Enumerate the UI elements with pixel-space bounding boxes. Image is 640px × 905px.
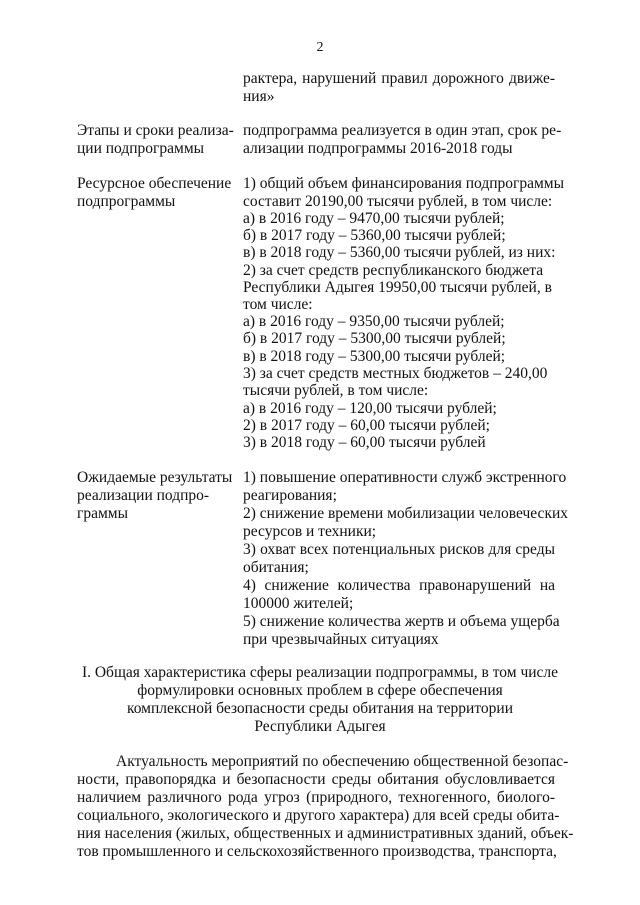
paragraph-line: ности, правопорядка и безопасности среды обитания обусловливается [77, 771, 555, 788]
paragraph-line: наличием различного рода угроз (природного, техногенного, биолого- [77, 789, 555, 806]
passport-value-line: том числе: [243, 296, 313, 313]
passport-value-line: ния» [243, 88, 275, 105]
passport-label-line: Ожидаемые результаты [77, 469, 233, 486]
paragraph-line: социального, экологического и другого характера) для всей среды обита- [77, 807, 560, 824]
passport-label-line: подпрограммы [77, 193, 176, 210]
passport-value-line: подпрограмма реализуется в один этап, срок ре- [243, 122, 562, 139]
passport-value-line: в) в 2018 году – 5300,00 тысячи рублей; [243, 348, 506, 365]
passport-value-line: а) в 2016 году – 9470,00 тысячи рублей; [243, 210, 505, 227]
passport-value-line: тысячи рублей, в том числе: [243, 382, 429, 399]
passport-value-line: 5) снижение количества жертв и объема ущерба [243, 613, 560, 630]
passport-value-line: 3) охват всех потенциальных рисков для среды [243, 541, 555, 558]
passport-value-line: 1) повышение оперативности служб экстренного [243, 469, 567, 486]
passport-value-line: при чрезвычайных ситуациях [243, 631, 439, 648]
paragraph-line: ния населения (жилых, общественных и административных зданий, объек- [77, 825, 574, 842]
passport-value-line: б) в 2017 году – 5360,00 тысячи рублей; [243, 227, 506, 244]
passport-label-line: реализации подпро- [77, 487, 210, 504]
passport-value-line: 2) снижение времени мобилизации человеческих [243, 505, 569, 522]
paragraph-line: Актуальность мероприятий по обеспечению общественной безопас- [116, 753, 569, 770]
section-heading-line: формулировки основных проблем в сфере обеспечения [137, 682, 503, 699]
passport-value-line: Республики Адыгея 19950,00 тысячи рублей, в [243, 279, 552, 296]
passport-value-line: 100000 жителей; [243, 595, 354, 612]
passport-value-line: рактера, нарушений правил дорожного движе- [243, 70, 555, 87]
passport-label-line: ции подпрограммы [77, 140, 205, 157]
passport-value-line: 4) снижение количества правонарушений на [243, 577, 555, 594]
passport-value-line: 2) в 2017 году – 60,00 тысячи рублей; [243, 417, 490, 434]
passport-value-line: ализации подпрограммы 2016-2018 годы [243, 140, 513, 157]
passport-value-line: 1) общий объем финансирования подпрограммы [243, 175, 565, 192]
passport-value-line: составит 20190,00 тысячи рублей, в том числе: [243, 193, 553, 210]
passport-label-line: Этапы и сроки реализа- [77, 122, 234, 139]
passport-value-line: 2) за счет средств республиканского бюджета [243, 262, 544, 279]
passport-label-line: граммы [77, 505, 129, 522]
passport-value-line: реагирования; [243, 487, 337, 504]
passport-value-line: 3) за счет средств местных бюджетов – 240,00 [243, 365, 548, 382]
section-heading-line: Республики Адыгея [254, 718, 386, 735]
passport-label-line: Ресурсное обеспечение [77, 175, 232, 192]
passport-value-line: б) в 2017 году – 5300,00 тысячи рублей; [243, 330, 506, 347]
passport-value-line: ресурсов и техники; [243, 523, 377, 540]
passport-value-line: 3) в 2018 году – 60,00 тысячи рублей [243, 434, 486, 451]
section-heading-line: комплексной безопасности среды обитания на территории [126, 700, 513, 717]
section-heading-line: I. Общая характеристика сферы реализации подпрограммы, в том числе [81, 664, 559, 681]
passport-value-line: а) в 2016 году – 9350,00 тысячи рублей; [243, 313, 505, 330]
passport-value-line: в) в 2018 году – 5360,00 тысячи рублей, из них: [243, 244, 556, 261]
paragraph-line: тов промышленного и сельскохозяйственного производства, транспорта, [77, 843, 557, 860]
passport-value-line: а) в 2016 году – 120,00 тысячи рублей; [243, 400, 497, 417]
passport-value-line: обитания; [243, 559, 309, 576]
page-number: 2 [316, 40, 324, 55]
